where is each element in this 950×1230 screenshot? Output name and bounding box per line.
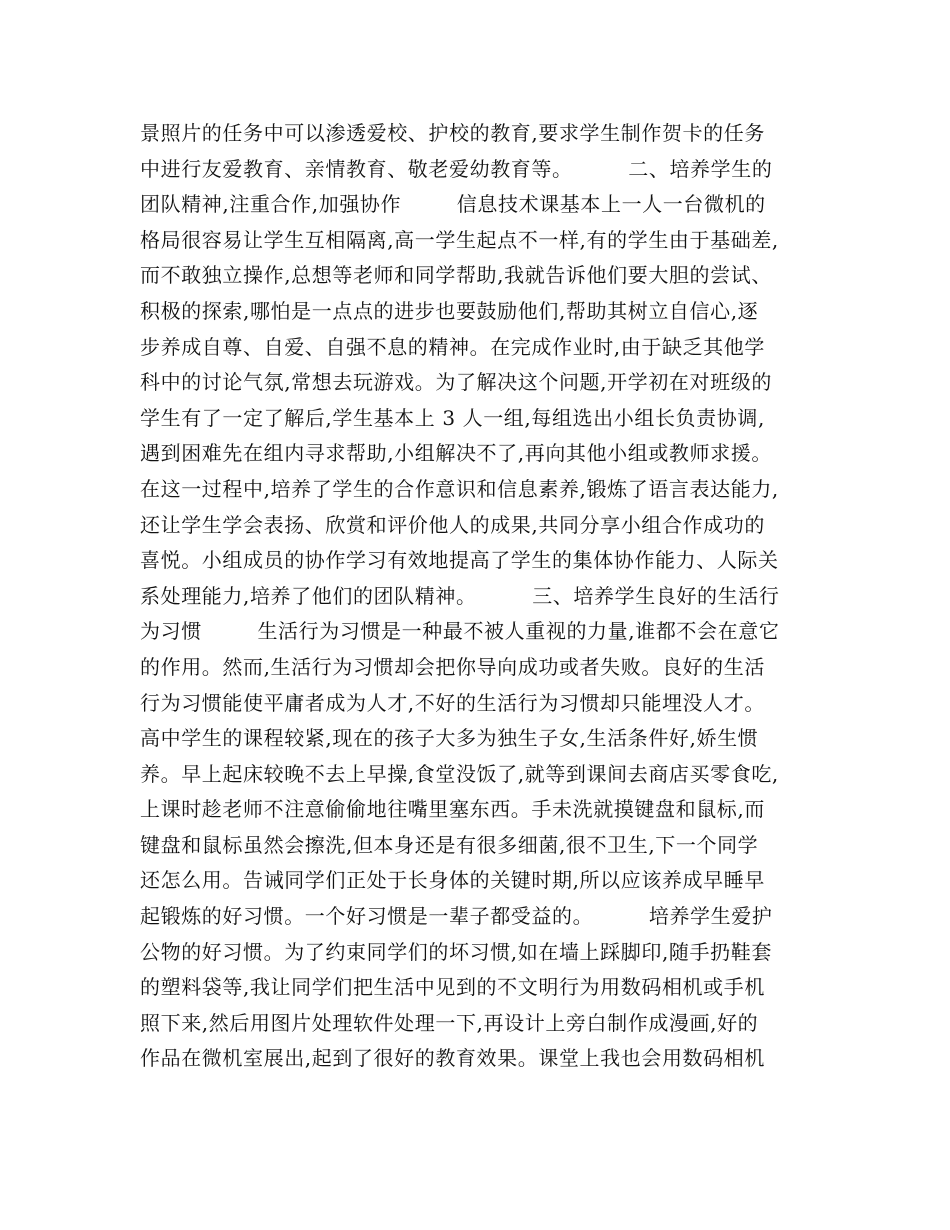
document-body: [140, 116, 820, 1077]
text-line: 遇到困难先在组内寻求帮助,小组解决不了,再向其他小组或教师求援。: [140, 441, 772, 466]
text-line: 而不敢独立操作,总想等老师和同学帮助,我就告诉他们要大胆的尝试、: [140, 263, 772, 288]
text-line: 学生有了一定了解后,学生基本上 3 人一组,每组选出小组长负责协调,: [140, 405, 765, 430]
text-line: 团队精神,注重合作,加强协作 信息技术课基本上一人一台微机的: [140, 192, 766, 217]
text-line: 还让学生学会表扬、欣赏和评价他人的成果,共同分享小组合作成功的: [140, 512, 765, 537]
text-line: 高中学生的课程较紧,现在的孩子大多为独生子女,生活条件好,娇生惯: [140, 726, 759, 751]
text-line: 的塑料袋等,我让同学们把生活中见到的不文明行为用数码相机或手机: [140, 975, 765, 1000]
text-line: 还怎么用。告诫同学们正处于长身体的关键时期,所以应该养成早睡早: [140, 868, 765, 893]
text-line: 照下来,然后用图片处理软件处理一下,再设计上旁白制作成漫画,好的: [140, 1010, 759, 1035]
text-line: 景照片的任务中可以渗透爱校、护校的教育,要求学生制作贺卡的任务: [140, 121, 765, 145]
text-line: 养。早上起床较晚不去上早操,食堂没饭了,就等到课间去商店买零食吃,: [140, 761, 779, 786]
text-line: 键盘和鼠标虽然会擦洗,但本身还是有很多细菌,很不卫生,下一个同学: [140, 832, 759, 857]
text-line: 作品在微机室展出,起到了很好的教育效果。课堂上我也会用数码相机: [140, 1046, 765, 1071]
text-line: 科中的讨论气氛,常想去玩游戏。为了解决这个问题,开学初在对班级的: [140, 370, 772, 395]
text-line: 的作用。然而,生活行为习惯却会把你导向成功或者失败。良好的生活: [140, 654, 765, 679]
text-line: 起锻炼的好习惯。一个好习惯是一辈子都受益的。 培养学生爱护: [140, 904, 773, 929]
text-line: 系处理能力,培养了他们的团队精神。 三、培养学生良好的生活行: [140, 583, 780, 608]
text-line: 在这一过程中,培养了学生的合作意识和信息素养,锻炼了语言表达能力,: [140, 476, 779, 501]
text-line: 喜悦。小组成员的协作学习有效地提高了学生的集体协作能力、人际关: [140, 548, 779, 573]
text-line: 积极的探索,哪怕是一点点的进步也要鼓励他们,帮助其树立自信心,逐: [140, 298, 759, 323]
text-line: 上课时趁老师不注意偷偷地往嘴里塞东西。手未洗就摸键盘和鼠标,而: [140, 797, 765, 822]
text-line: 公物的好习惯。为了约束同学们的坏习惯,如在墙上踩脚印,随手扔鞋套: [140, 939, 772, 964]
text-line: 行为习惯能使平庸者成为人才,不好的生活行为习惯却只能埋没人才。: [140, 690, 765, 715]
text-line: 格局很容易让学生互相隔离,高一学生起点不一样,有的学生由于基础差,: [140, 227, 779, 252]
text-line: 步养成自尊、自爱、自强不息的精神。在完成作业时,由于缺乏其他学: [140, 334, 765, 359]
text-line: 中进行友爱教育、亲情教育、敬老爱幼教育等。 二、培养学生的: [140, 156, 773, 181]
text-line: 为习惯 生活行为习惯是一种最不被人重视的力量,谁都不会在意它: [140, 619, 780, 644]
